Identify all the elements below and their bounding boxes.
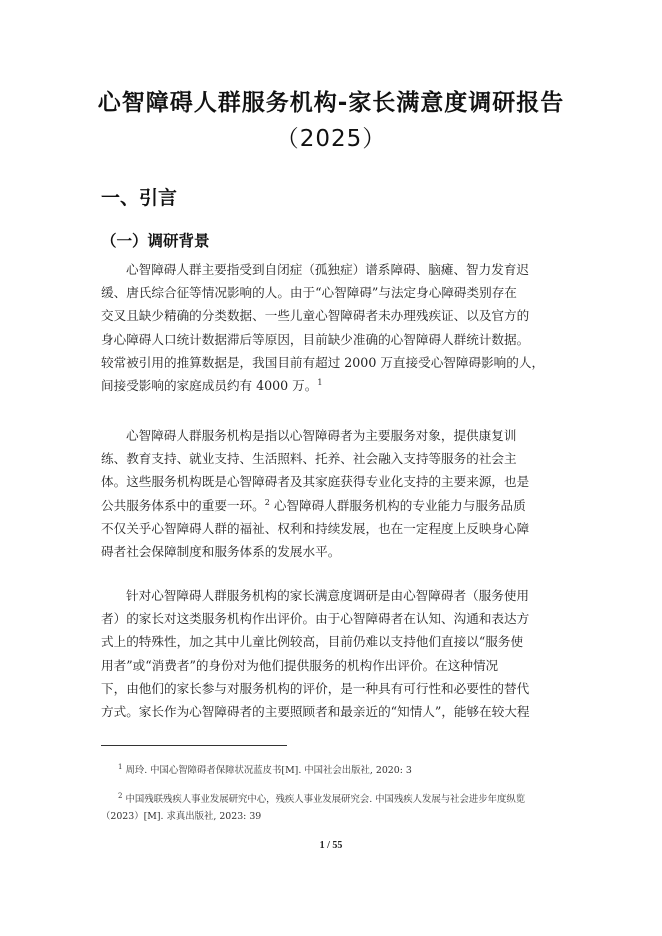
paragraph-line: 针对心智障碍人群服务机构的家长满意度调研是由心智障碍者（服务使用	[126, 588, 529, 603]
paragraph-text: 公共服务体系中的重要一环。	[101, 497, 265, 513]
footnote-text: 周玲. 中国心智障碍者保障状况蓝皮书[M]. 中国社会出版社, 2020: 3	[125, 765, 412, 776]
subsection-heading: （一）调研背景	[101, 232, 210, 250]
paragraph-line: 较常被引用的推算数据是，我国目前有超过 2000 万直接受心智障碍影响的人，	[101, 354, 545, 370]
paragraph-line: 方式。家长作为心智障碍者的主要照顾者和最亲近的“知情人”，能够在较大程	[101, 704, 530, 720]
paragraph-line: 下，由他们的家长参与对服务机构的评价，是一种具有可行性和必要性的替代	[101, 680, 530, 696]
footnote-number: 1	[118, 762, 123, 771]
paragraph-2	[101, 424, 561, 563]
paragraph-text: 间接受影响的家庭成员约有 4000 万。	[101, 378, 318, 394]
footnote-text: 中国残联残疾人事业发展研究中心，残疾人事业发展研究会. 中国残疾人发展与社会进步年度纵览	[125, 794, 526, 805]
footnote-2-continued	[101, 808, 561, 825]
paragraph-line: 心智障碍人群服务机构是指以心智障碍者为主要服务对象，提供康复训	[126, 428, 517, 443]
paragraph-line: 者）的家长对这类服务机构作出评价。由于心智障碍者在认知、沟通和表达方	[101, 611, 530, 627]
footnote-2	[118, 791, 561, 808]
paragraph-line: 缓、唐氏综合征等情况影响的人。由于“心智障碍”与法定身心障碍类别存在	[101, 285, 517, 301]
paragraph-line: 练、教育支持、就业支持、生活照料、托养、社会融入支持等服务的社会主	[101, 451, 517, 467]
paragraph-text: 心智障碍人群服务机构的专业能力与服务品质	[269, 497, 526, 513]
paragraph-3	[101, 584, 561, 723]
paragraph-line	[101, 374, 561, 397]
paragraph-line: 用者”或“消费者”的身份对为他们提供服务的机构作出评价。在这种情况	[101, 657, 499, 673]
paragraph-line: 不仅关乎心智障碍人群的福祉、权利和持续发展，也在一定程度上反映身心障	[101, 520, 530, 536]
footnote-divider	[101, 745, 287, 746]
paragraph-line: 体。这些服务机构既是心智障碍者及其家庭获得专业化支持的主要来源，也是	[101, 474, 530, 490]
footnote-1	[118, 762, 561, 779]
paragraph-1	[101, 258, 561, 397]
footnote-text: （2023）[M]. 求真出版社, 2023: 39	[101, 811, 262, 822]
report-year: （2025）	[275, 126, 387, 152]
page-number: 1 / 55	[319, 840, 343, 851]
footnote-reference[interactable]: 1	[317, 377, 323, 387]
report-title: 心智障碍人群服务机构-家长满意度调研报告	[97, 90, 565, 116]
paragraph-line: 式上的特殊性，加之其中儿童比例较高，目前仍难以支持他们直接以“服务使	[101, 634, 524, 650]
paragraph-line: 碍者社会保障制度和服务体系的发展水平。	[101, 544, 341, 560]
footnote-number: 2	[118, 791, 123, 800]
paragraph-line	[101, 494, 561, 517]
section-heading: 一、引言	[101, 187, 178, 209]
paragraph-line: 交叉且缺少精确的分类数据、一些儿童心智障碍者未办理残疾证、以及官方的	[101, 308, 530, 324]
footnote-reference[interactable]: 2	[264, 497, 270, 507]
paragraph-line: 心智障碍人群主要指受到自闭症（孤独症）谱系障碍、脑瘫、智力发育迟	[126, 262, 529, 277]
paragraph-line: 身心障碍人口统计数据滞后等原因，目前缺少准确的心智障碍人群统计数据。	[101, 331, 530, 347]
